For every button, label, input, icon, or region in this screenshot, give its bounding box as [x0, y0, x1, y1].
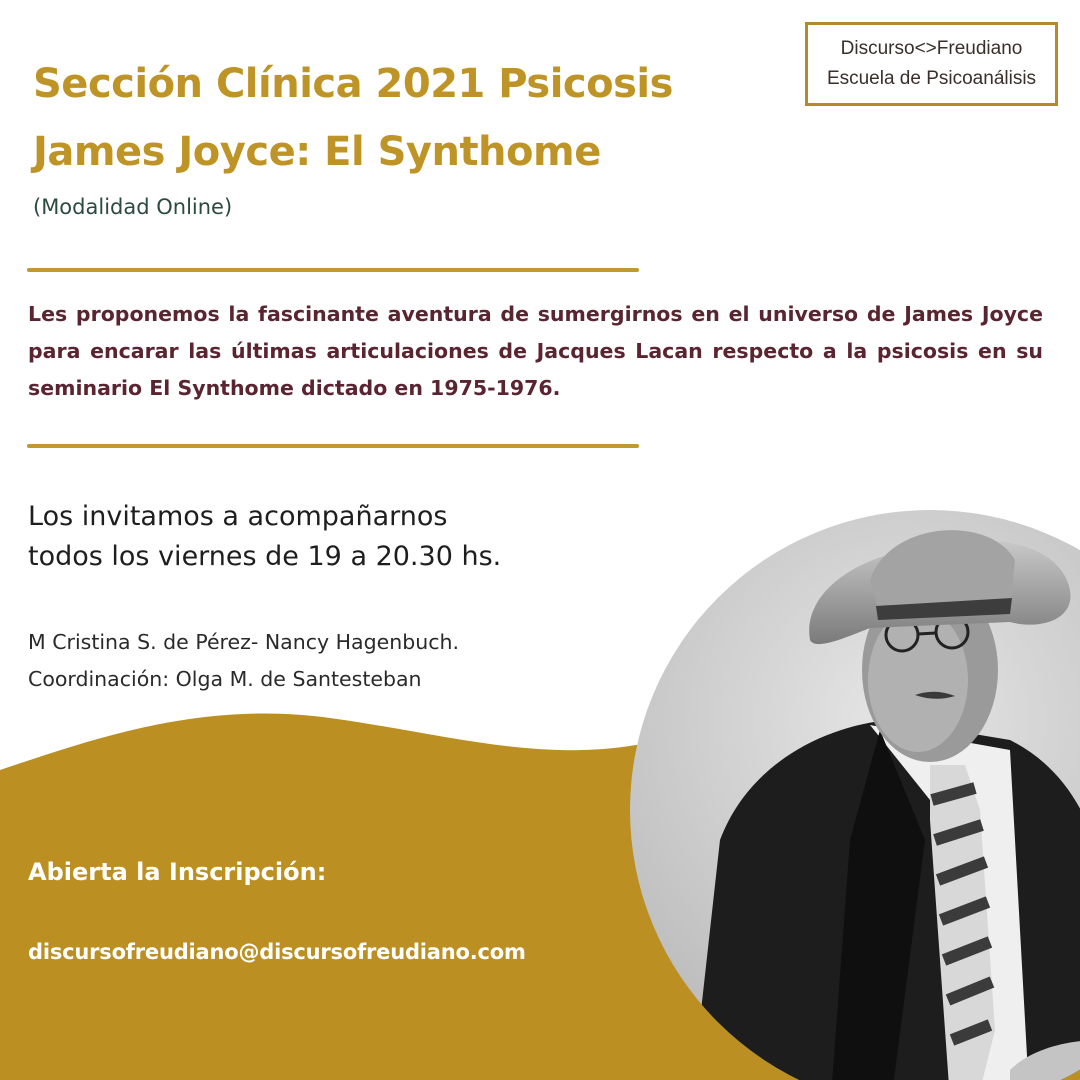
page-title [33, 50, 673, 186]
logo-line-2: Escuela de Psicoanálisis [826, 68, 1037, 89]
logo-box [805, 22, 1058, 106]
coordination-line: Coordinación: Olga M. de Santesteban [28, 667, 422, 691]
modality-subtitle: (Modalidad Online) [33, 195, 233, 219]
intro-paragraph: Les proponemos la fascinante aventura de sumergirnos en el universo de James Joyce para encarar las últimas articulaciones de Jacques Lacan respecto a la psicosis en su seminario El Synthome dictado en 1975-1976. [28, 302, 1043, 400]
title-line-2: James Joyce: El Synthome [33, 129, 601, 175]
registration-heading: Abierta la Inscripción: [28, 858, 327, 886]
invitation-line-1: Los invitamos a acompañarnos [28, 501, 448, 532]
teachers-line: M Cristina S. de Pérez- Nancy Hagenbuch. [28, 630, 460, 654]
logo-line-1: Discurso<>Freudiano [840, 38, 1023, 59]
credits [28, 624, 459, 698]
invitation-line-2: todos los viernes de 19 a 20.30 hs. [28, 541, 502, 572]
title-line-1: Sección Clínica 2021 Psicosis [33, 61, 673, 107]
portrait-photo-icon [630, 510, 1080, 1080]
registration-email: discursofreudiano@discursofreudiano.com [28, 940, 526, 964]
invitation-text [28, 497, 501, 577]
divider-bottom [27, 444, 639, 448]
divider-top [27, 268, 639, 272]
